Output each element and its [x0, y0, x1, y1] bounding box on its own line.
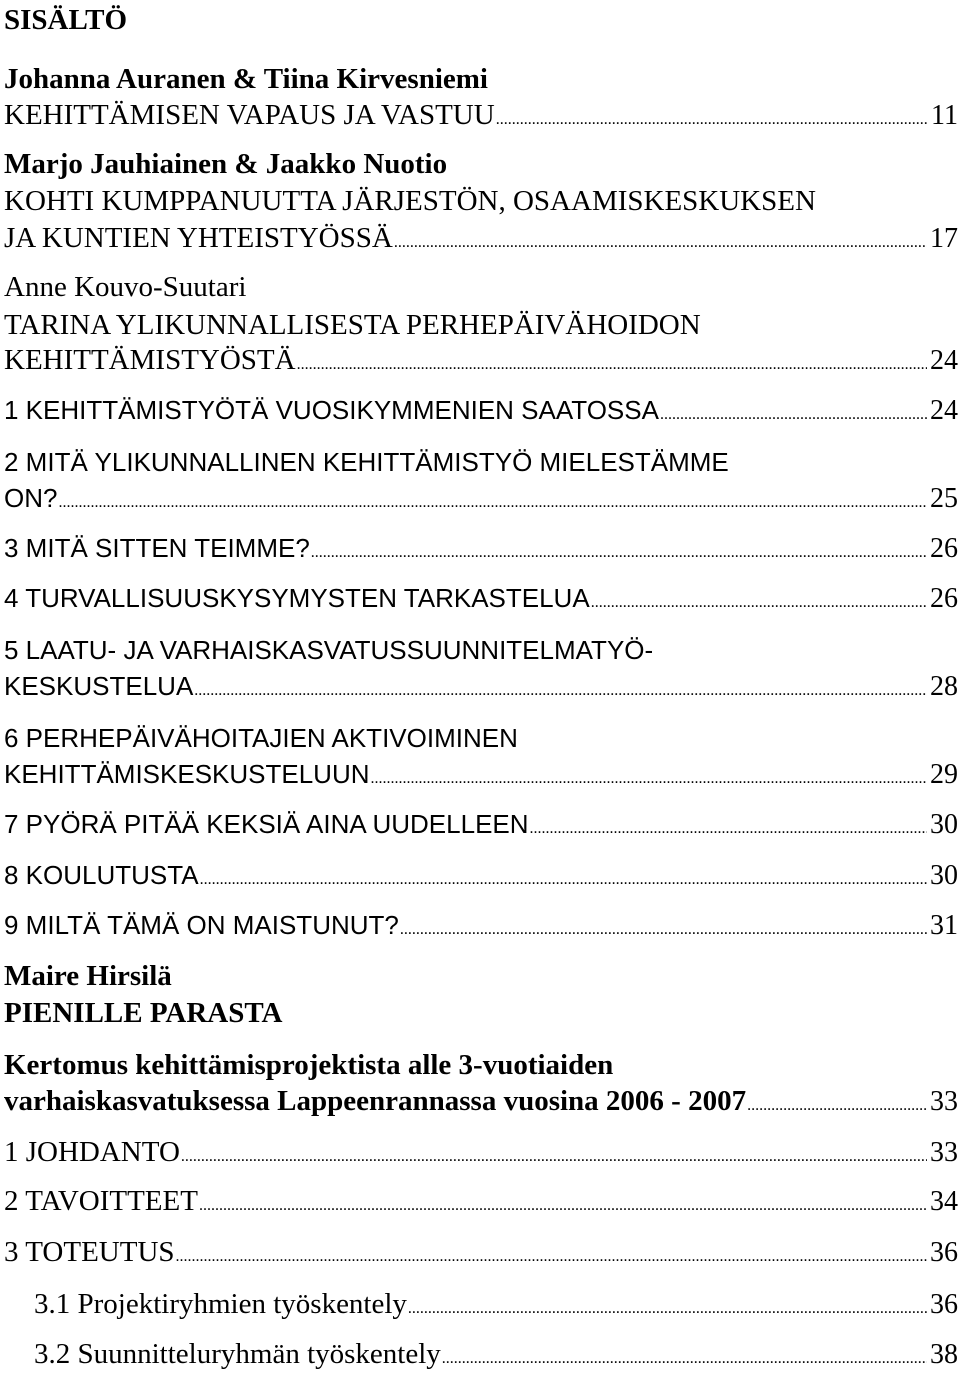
section-4-title: PIENILLE PARASTA: [4, 997, 283, 1029]
toc-entry-s3-chapter-1[interactable]: [4, 392, 958, 428]
toc-page-number: 38: [930, 1339, 958, 1370]
dot-leader: [199, 1183, 927, 1219]
toc-entry-section-4[interactable]: [4, 1083, 958, 1119]
section-4-subtitle-line-1: Kertomus kehittämisprojektista alle 3-vuotiaiden: [4, 1049, 614, 1081]
toc-entry-title: 3 TOTEUTUS: [4, 1236, 175, 1268]
toc-entry-title: 1 JOHDANTO: [4, 1136, 180, 1168]
toc-page-number: 28: [930, 671, 958, 702]
dot-leader: [181, 1134, 927, 1170]
toc-entry-s3-chapter-6[interactable]: [4, 756, 958, 792]
dot-leader: [747, 1083, 927, 1119]
section-2-authors: Marjo Jauhiainen & Jaakko Nuotio: [4, 148, 448, 180]
section-4-authors: Maire Hirsilä: [4, 960, 172, 992]
toc-entry-title: 9 MILTÄ TÄMÄ ON MAISTUNUT?: [4, 910, 399, 940]
toc-page-number: 25: [930, 483, 958, 514]
dot-leader: [394, 220, 927, 256]
toc-page-number: 29: [930, 759, 958, 790]
toc-page-number: 36: [930, 1237, 958, 1268]
toc-entry-title: KEHITTÄMISTYÖSTÄ: [4, 344, 296, 376]
toc-entry-title: ON?: [4, 483, 58, 513]
toc-page-number: 30: [930, 809, 958, 840]
toc-entry-title: KEHITTÄMISKESKUSTELUUN: [4, 759, 370, 789]
section-2-title-line-1: KOHTI KUMPPANUUTTA JÄRJESTÖN, OSAAMISKESKUKSEN: [4, 185, 816, 217]
dot-leader: [408, 1286, 927, 1322]
toc-entry-section-1[interactable]: [4, 97, 958, 133]
toc-page-number: 33: [930, 1137, 958, 1168]
toc-entry-s3-chapter-7[interactable]: [4, 806, 958, 842]
dot-leader: [194, 668, 927, 704]
toc-entry-section-2[interactable]: [4, 220, 958, 256]
section-3-title-line-1: TARINA YLIKUNNALLISESTA PERHEPÄIVÄHOIDON: [4, 309, 701, 341]
section-3-authors: Anne Kouvo-Suutari: [4, 271, 247, 303]
toc-entry-title: 8 KOULUTUSTA: [4, 860, 199, 890]
toc-entry-s3-chapter-5-line-1: 5 LAATU- JA VARHAISKASVATUSSUUNNITELMATYÖ-: [4, 635, 654, 665]
toc-entry-s3-chapter-3[interactable]: [4, 530, 958, 566]
dot-leader: [176, 1234, 927, 1270]
toc-entry-title: varhaiskasvatuksessa Lappeenrannassa vuosina 2006 - 2007: [4, 1085, 747, 1117]
dot-leader: [311, 530, 927, 566]
toc-entry-title: KESKUSTELUA: [4, 671, 194, 701]
section-1-authors: Johanna Auranen & Tiina Kirvesniemi: [4, 63, 488, 95]
dot-leader: [297, 342, 927, 378]
dot-leader: [58, 480, 927, 516]
dot-leader: [371, 756, 927, 792]
toc-entry-s3-chapter-9[interactable]: [4, 907, 958, 943]
toc-page-number: 11: [931, 100, 958, 131]
toc-entry-title: JA KUNTIEN YHTEISTYÖSSÄ: [4, 222, 393, 254]
toc-page-number: 24: [930, 345, 958, 376]
toc-entry-s3-chapter-4[interactable]: [4, 580, 958, 616]
toc-entry-title: 4 TURVALLISUUSKYSYMYSTEN TARKASTELUA: [4, 583, 590, 613]
toc-entry-title: 7 PYÖRÄ PITÄÄ KEKSIÄ AINA UUDELLEEN: [4, 809, 529, 839]
toc-entry-s3-chapter-5[interactable]: [4, 668, 958, 704]
toc-entry-section-3[interactable]: [4, 342, 958, 378]
toc-entry-title: 3 MITÄ SITTEN TEIMME?: [4, 533, 310, 563]
toc-entry-title: 2 TAVOITTEET: [4, 1185, 198, 1217]
toc-entry-s4-chapter-1[interactable]: [4, 1134, 958, 1170]
dot-leader: [496, 97, 928, 133]
toc-entry-s4-chapter-3-2[interactable]: [34, 1336, 958, 1372]
toc-page-number: 24: [930, 395, 958, 426]
toc-page-number: 30: [930, 860, 958, 891]
toc-entry-s3-chapter-8[interactable]: [4, 857, 958, 893]
toc-entry-s4-chapter-3-1[interactable]: [34, 1286, 958, 1322]
toc-entry-s3-chapter-2[interactable]: [4, 480, 958, 516]
toc-entry-title: 3.2 Suunnitteluryhmän työskentely: [34, 1338, 441, 1370]
toc-entry-s4-chapter-3[interactable]: [4, 1234, 958, 1270]
toc-page-number: 31: [930, 910, 958, 941]
toc-page-number: 34: [930, 1186, 958, 1217]
toc-page-number: 26: [930, 533, 958, 564]
page-title: SISÄLTÖ: [4, 4, 128, 36]
toc-entry-title: 3.1 Projektiryhmien työskentely: [34, 1288, 407, 1320]
toc-entry-s3-chapter-6-line-1: 6 PERHEPÄIVÄHOITAJIEN AKTIVOIMINEN: [4, 723, 518, 753]
toc-entry-title: KEHITTÄMISEN VAPAUS JA VASTUU: [4, 99, 495, 131]
toc-page-number: 26: [930, 583, 958, 614]
toc-entry-s3-chapter-2-line-1: 2 MITÄ YLIKUNNALLINEN KEHITTÄMISTYÖ MIELESTÄMME: [4, 447, 729, 477]
toc-page-number: 17: [930, 223, 958, 254]
toc-page-number: 36: [930, 1289, 958, 1320]
dot-leader: [400, 907, 927, 943]
toc-entry-s4-chapter-2[interactable]: [4, 1183, 958, 1219]
toc-page-number: 33: [930, 1086, 958, 1117]
dot-leader: [660, 392, 927, 428]
dot-leader: [442, 1336, 927, 1372]
toc-entry-title: 1 KEHITTÄMISTYÖTÄ VUOSIKYMMENIEN SAATOSSA: [4, 395, 659, 425]
dot-leader: [200, 857, 927, 893]
dot-leader: [530, 806, 927, 842]
dot-leader: [591, 580, 927, 616]
